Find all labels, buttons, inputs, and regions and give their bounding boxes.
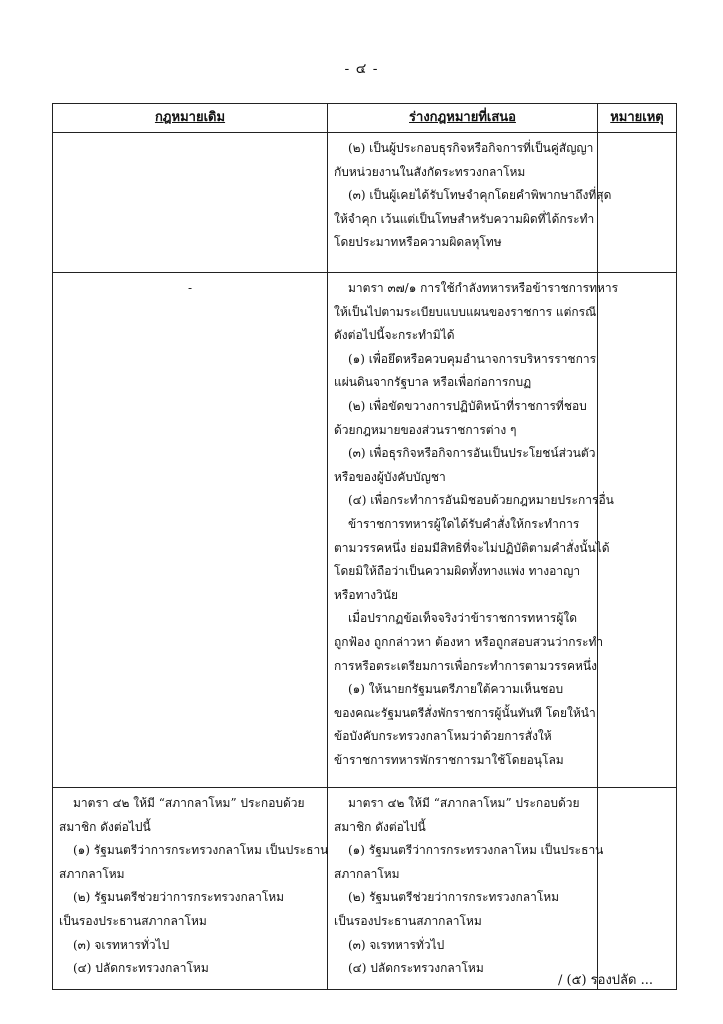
text-line: (๑) ให้นายกรัฐมนตรีภายใต้ความเห็นชอบ	[348, 682, 564, 697]
header-old-law: กฎหมายเดิม	[53, 104, 328, 133]
text-line: ของคณะรัฐมนตรีสั่งพักราชการผู้นั้นทันที โดยให้นำ	[334, 705, 596, 720]
page-number: - ๔ -	[344, 61, 379, 77]
header-proposed-law: ร่างกฎหมายที่เสนอ	[328, 104, 598, 133]
table-row	[53, 788, 677, 990]
text-line: การหรือตระเตรียมการเพื่อกระทำการตามวรรคหนึ่ง	[334, 658, 597, 673]
proposed-law-cell	[328, 273, 619, 788]
text-line: หรือของผู้บังคับบัญชา	[334, 469, 446, 484]
text-line: ให้จำคุก เว้นแต่เป็นโทษสำหรับความผิดที่ได้กระทำ	[334, 211, 595, 226]
text-line: โดยประมาทหรือความผิดลหุโทษ	[334, 235, 502, 250]
text-line: ถูกฟ้อง ถูกกล่าวหา ต้องหา หรือถูกสอบสวนว่ากระทำ	[334, 634, 604, 649]
text-line: (๓) เพื่อธุรกิจหรือกิจการอันเป็นประโยชน์ส่วนตัว	[348, 446, 596, 461]
text-line: ข้าราชการทหารผู้ใดได้รับคำสั่งให้กระทำการ	[348, 516, 580, 531]
text-line: สมาชิก ดังต่อไปนี้	[59, 819, 151, 834]
text-line: (๒) เป็นผู้ประกอบธุรกิจหรือกิจการที่เป็นคู่สัญญา	[348, 141, 594, 155]
remarks-cell	[598, 273, 677, 788]
table-row	[53, 133, 677, 273]
text-line: เป็นรองประธานสภากลาโหม	[334, 913, 482, 928]
text-line: (๓) เป็นผู้เคยได้รับโทษจำคุกโดยคำพิพากษาถึงที่สุด	[348, 188, 612, 203]
text-line: (๒) รัฐมนตรีช่วยว่าการกระทรวงกลาโหม	[73, 890, 285, 905]
text-line: สมาชิก ดังต่อไปนี้	[334, 819, 426, 834]
text-line: (๑) รัฐมนตรีว่าการกระทรวงกลาโหม เป็นประธาน	[348, 843, 604, 858]
remarks-cell	[598, 788, 677, 990]
text-line: สภากลาโหม	[334, 866, 400, 881]
text-line: (๔) เพื่อกระทำการอันมิชอบด้วยกฎหมายประการอื่น	[348, 493, 614, 508]
text-line: เป็นรองประธานสภากลาโหม	[59, 913, 207, 928]
proposed-law-cell	[328, 133, 612, 273]
text-line: (๒) รัฐมนตรีช่วยว่าการกระทรวงกลาโหม	[348, 890, 560, 905]
text-line: มาตรา ๔๒ ให้มี “สภากลาโหม” ประกอบด้วย	[73, 796, 305, 810]
table-row	[53, 273, 677, 788]
text-line: ให้เป็นไปตามระเบียบแบบแผนของราชการ แต่กรณี	[334, 304, 597, 319]
proposed-law-cell	[328, 788, 604, 990]
text-line: ด้วยกฎหมายของส่วนราชการต่าง ๆ	[334, 422, 517, 437]
text-line: (๒) เพื่อขัดขวางการปฏิบัติหน้าที่ราชการที่ชอบ	[348, 398, 587, 413]
table-header-row	[53, 104, 677, 133]
old-law-cell	[53, 133, 328, 273]
header-remarks: หมายเหตุ	[598, 104, 677, 133]
old-law-cell	[53, 788, 328, 990]
text-line: (๔) ปลัดกระทรวงกลาโหม	[73, 961, 209, 976]
text-line: (๓) จเรทหารทั่วไป	[73, 937, 170, 952]
continuation-marker: / (๕) รองปลัด ...	[558, 973, 653, 988]
text-line: (๑) รัฐมนตรีว่าการกระทรวงกลาโหม เป็นประธาน	[73, 843, 329, 858]
comparison-table	[52, 103, 677, 990]
text-line: โดยมิให้ถือว่าเป็นความผิดทั้งทางแพ่ง ทางอาญา	[334, 564, 581, 579]
remarks-cell	[598, 133, 677, 273]
text-line: (๓) จเรทหารทั่วไป	[348, 937, 445, 952]
text-line: มาตรา ๓๗/๑ การใช้กำลังทหารหรือข้าราชการทหาร	[348, 281, 619, 295]
text-line: กับหน่วยงานในสังกัดระทรวงกลาโหม	[334, 164, 526, 179]
text-line: มาตรา ๔๒ ให้มี “สภากลาโหม” ประกอบด้วย	[348, 796, 580, 810]
empty-marker: -	[187, 281, 193, 295]
text-line: (๑) เพื่อยึดหรือควบคุมอำนาจการบริหารราชการ	[348, 351, 597, 366]
text-line: เมื่อปรากฏข้อเท็จจริงว่าข้าราชการทหารผู้ใด	[348, 611, 578, 626]
text-line: แผ่นดินจากรัฐบาล หรือเพื่อก่อการกบฏ	[334, 375, 532, 390]
text-line: (๔) ปลัดกระทรวงกลาโหม	[348, 961, 484, 976]
text-line: ตามวรรคหนึ่ง ย่อมมีสิทธิที่จะไม่ปฏิบัติตามคำสั่งนั้นได้	[334, 540, 610, 555]
text-line: สภากลาโหม	[59, 866, 125, 881]
text-line: ดังต่อไปนี้จะกระทำมิได้	[334, 328, 455, 343]
old-law-cell	[53, 273, 328, 788]
text-line: ข้าราชการทหารพักราชการมาใช้โดยอนุโลม	[334, 752, 564, 767]
text-line: หรือทางวินัย	[334, 587, 399, 602]
text-line: ข้อบังคับกระทรวงกลาโหมว่าด้วยการสั่งให้	[334, 729, 552, 744]
